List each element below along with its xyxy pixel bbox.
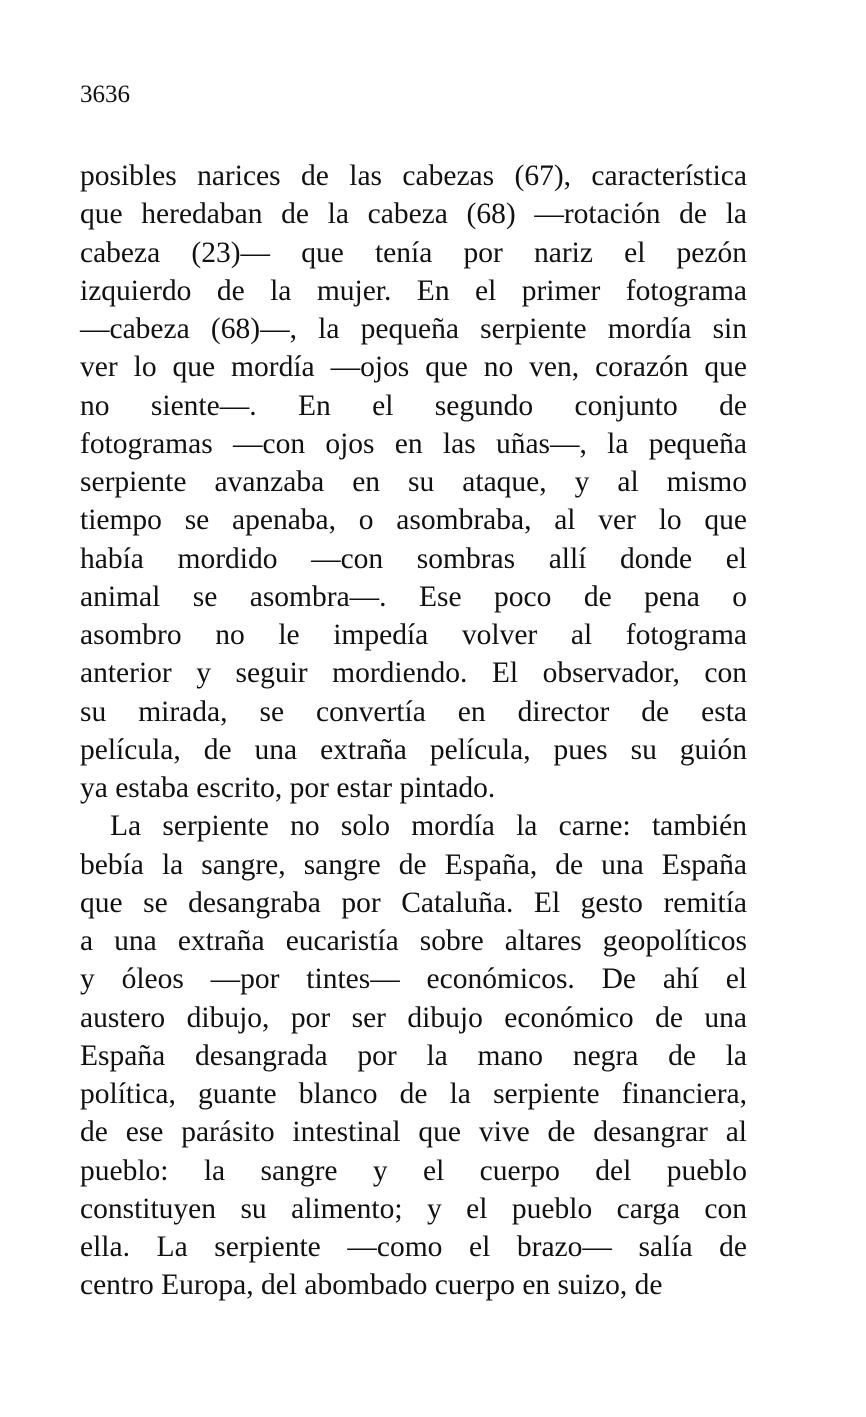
text-line: película, de una extraña película, pues su guión [80,733,747,766]
text-line: posibles narices de las cabezas (67), característica [80,160,747,192]
text-line: —cabeza (68)—, la pequeña serpiente mordía sin [80,313,747,345]
text-line: pueblo: la sangre y el cuerpo del pueblo [80,1154,747,1187]
text-line: su mirada, se convertía en director de esta [80,695,747,728]
paragraph [80,807,747,1304]
text-line: que heredaban de la cabeza (68) —rotación de la [80,198,747,231]
text-line: España desangrada por la mano negra de la [80,1039,747,1072]
text-line: serpiente avanzaba en su ataque, y al mismo [80,466,747,498]
text-line: política, guante blanco de la serpiente financiera, [80,1078,747,1110]
text-line: había mordido —con sombras allí donde el [80,542,747,575]
text-line: centro Europa, del abombado cuerpo en suizo, de [80,1269,663,1302]
text-line: y óleos —por tintes— económicos. De ahí el [80,963,747,996]
body-text [80,157,747,1305]
text-line: a una extraña eucaristía sobre altares geopolíticos [80,925,747,957]
text-line: bebía la sangre, sangre de España, de una España [80,848,747,881]
text-line: fotogramas —con ojos en las uñas—, la pequeña [80,427,747,460]
text-line: que se desangraba por Cataluña. El gesto remitía [80,886,747,919]
text-line: ya estaba escrito, por estar pintado. [80,772,496,804]
text-line: constituyen su alimento; y el pueblo carga con [80,1192,747,1225]
paragraph [80,157,747,807]
text-line: de ese parásito intestinal que vive de desangrar al [80,1116,747,1149]
text-line: izquierdo de la mujer. En el primer fotograma [80,274,747,307]
text-line: austero dibujo, por ser dibujo económico de una [80,1001,747,1034]
page-number: 3636 [80,81,130,108]
text-line: tiempo se apenaba, o asombraba, al ver lo que [80,504,747,537]
text-line: no siente—. En el segundo conjunto de [80,389,747,422]
text-line: La serpiente no solo mordía la carne: también [110,810,747,843]
text-line: ver lo que mordía —ojos que no ven, corazón que [80,351,747,384]
text-line: animal se asombra—. Ese poco de pena o [80,580,747,613]
text-line: cabeza (23)— que tenía por nariz el pezón [80,236,747,269]
text-line: asombro no le impedía volver al fotograma [80,619,747,651]
text-line: ella. La serpiente —como el brazo— salía de [80,1231,747,1263]
text-line: anterior y seguir mordiendo. El observador, con [80,657,747,690]
